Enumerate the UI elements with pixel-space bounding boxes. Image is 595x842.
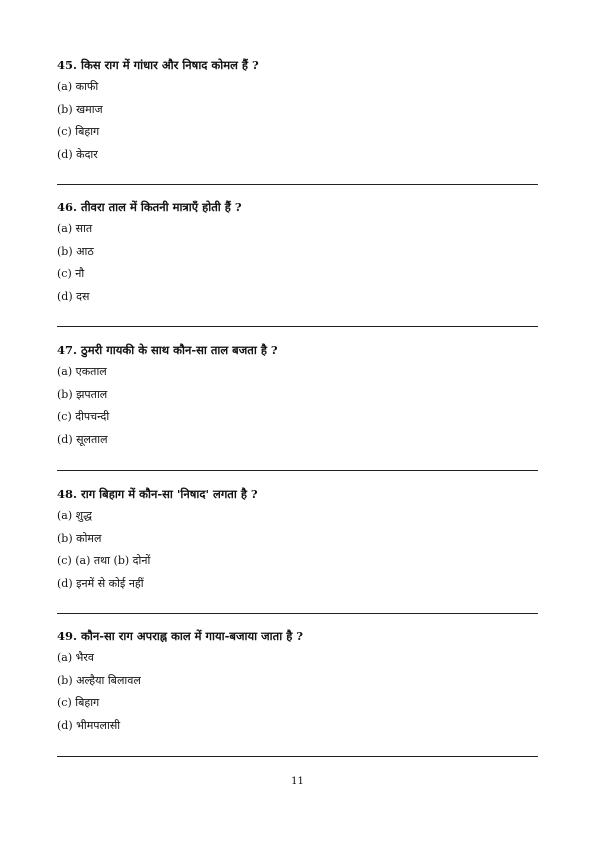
option-d: (d) दस bbox=[57, 289, 90, 303]
option-d: (d) केदार bbox=[57, 147, 98, 161]
option-a: (a) शुद्ध bbox=[57, 509, 92, 522]
option-a: (a) भैरव bbox=[57, 651, 94, 664]
question-text: 46. तीवरा ताल में कितनी मात्राएँ होती हैं ? bbox=[57, 200, 242, 214]
option-c: (c) दीपचन्दी bbox=[57, 410, 110, 423]
question-46 bbox=[57, 199, 538, 311]
option-d: (d) इनमें से कोई नहीं bbox=[57, 576, 144, 590]
divider bbox=[57, 470, 538, 471]
option-b: (b) खमाज bbox=[57, 102, 103, 116]
option-c: (c) बिहाग bbox=[57, 125, 100, 138]
divider bbox=[57, 756, 538, 757]
option-b: (b) आठ bbox=[57, 244, 94, 258]
option-c: (c) (a) तथा (b) दोनों bbox=[57, 554, 151, 567]
option-c: (c) नौ bbox=[57, 267, 85, 280]
option-a: (a) सात bbox=[57, 222, 93, 235]
question-45 bbox=[57, 57, 538, 169]
option-b: (b) अल्हैया बिलावल bbox=[57, 673, 141, 687]
option-b: (b) कोमल bbox=[57, 531, 102, 545]
question-text: 47. ठुमरी गायकी के साथ कौन-सा ताल बजता है ? bbox=[57, 343, 278, 357]
question-text: 45. किस राग में गांधार और निषाद कोमल हैं ? bbox=[57, 58, 259, 72]
question-text: 49. कौन-सा राग अपराह्न काल में गाया-बजाया जाता है ? bbox=[57, 629, 304, 643]
option-d: (d) सूलताल bbox=[57, 432, 108, 446]
option-a: (a) एकताल bbox=[57, 365, 107, 378]
option-c: (c) बिहाग bbox=[57, 696, 100, 709]
divider bbox=[57, 184, 538, 185]
divider bbox=[57, 326, 538, 327]
page-number: 11 bbox=[291, 776, 304, 787]
divider bbox=[57, 613, 538, 614]
option-b: (b) झपताल bbox=[57, 387, 108, 401]
option-a: (a) काफी bbox=[57, 80, 99, 93]
question-48 bbox=[57, 486, 538, 598]
question-47 bbox=[57, 342, 538, 454]
question-49 bbox=[57, 628, 538, 740]
question-text: 48. राग बिहाग में कौन-सा 'निषाद' लगता है ? bbox=[57, 487, 258, 501]
option-d: (d) भीमपलासी bbox=[57, 718, 121, 732]
